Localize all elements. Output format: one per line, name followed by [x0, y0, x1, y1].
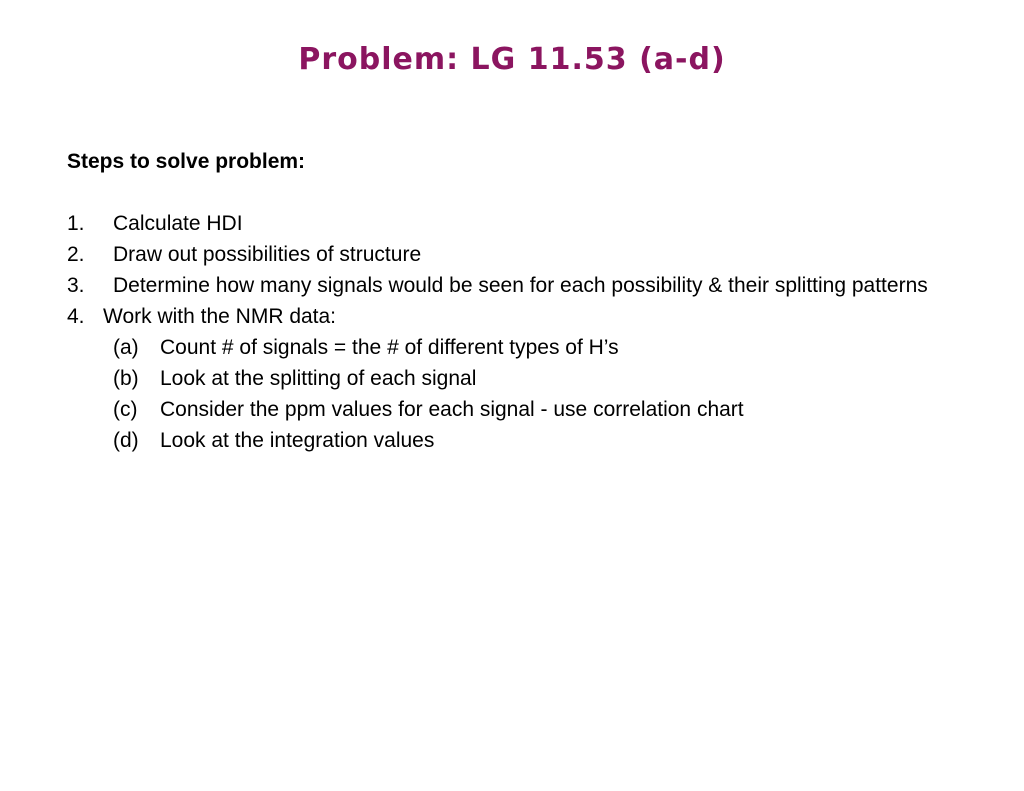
step-number: 2. — [67, 243, 85, 266]
step-text: Work with the NMR data: — [103, 305, 337, 328]
slide-content — [67, 146, 967, 456]
step-text: Determine how many signals would be seen for each possibility & their splitting patterns — [113, 274, 928, 297]
step-item-2 — [67, 239, 967, 270]
substep-text: Count # of signals = the # of different types of H’s — [160, 336, 619, 359]
step-item-3 — [67, 270, 967, 301]
step-number: 4. — [67, 305, 85, 328]
substep-letter: (c) — [113, 398, 138, 421]
step-item-1 — [67, 208, 967, 239]
step-text: Calculate HDI — [113, 212, 243, 235]
substep-letter: (a) — [113, 336, 139, 359]
substep-item-c — [67, 394, 967, 425]
substep-text: Consider the ppm values for each signal - use correlation chart — [160, 398, 744, 421]
substep-item-b — [67, 363, 967, 394]
substep-text: Look at the splitting of each signal — [160, 367, 477, 390]
slide-title: Problem: LG 11.53 (a-d) — [298, 42, 726, 77]
step-item-4 — [67, 301, 967, 332]
substep-item-a — [67, 332, 967, 363]
substep-text: Look at the integration values — [160, 429, 435, 452]
step-text: Draw out possibilities of structure — [113, 243, 422, 266]
spacer — [67, 177, 967, 208]
steps-heading: Steps to solve problem: — [67, 150, 306, 173]
substep-letter: (d) — [113, 429, 139, 452]
substep-item-d — [67, 425, 967, 456]
step-number: 3. — [67, 274, 85, 297]
substep-letter: (b) — [113, 367, 139, 390]
step-number: 1. — [67, 212, 85, 235]
